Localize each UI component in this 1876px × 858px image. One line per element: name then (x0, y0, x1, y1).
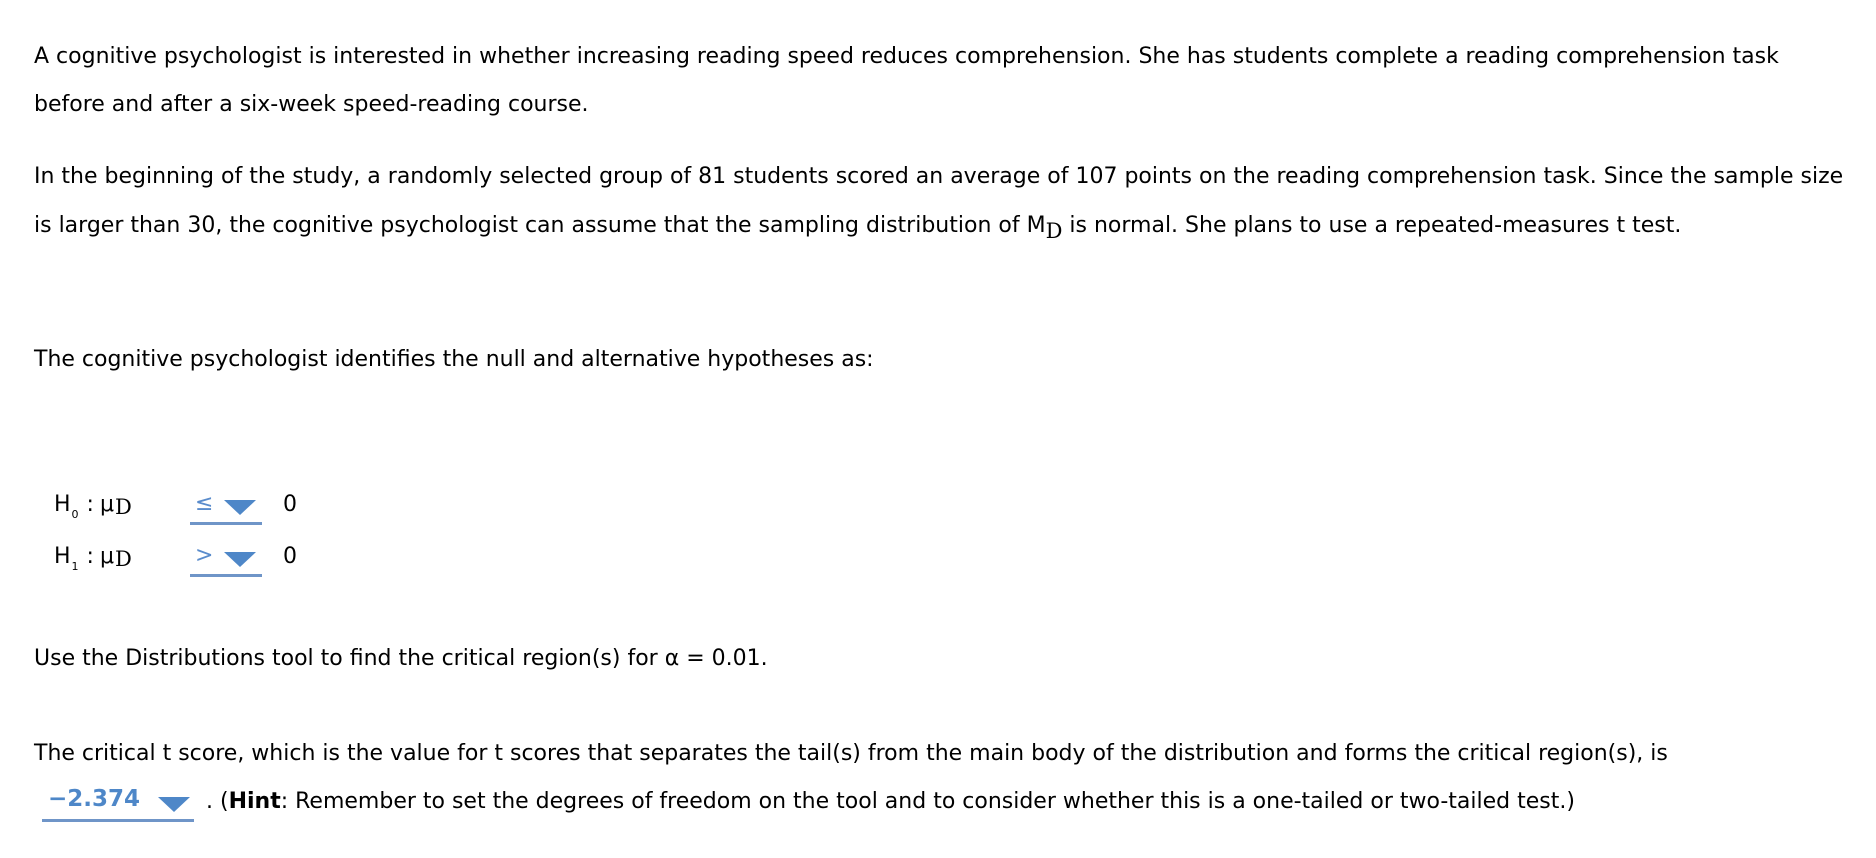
null-hypothesis-operator-dropdown[interactable] (190, 488, 262, 525)
intro-paragraph: A cognitive psychologist is interested in whether increasing reading speed reduces comprehension. She has students complete a reading comprehension task before and after a six-week speed-reading course. (34, 44, 1779, 117)
h1-colon: : (86, 544, 94, 569)
distributions-tool-instruction: Use the Distributions tool to find the critical region(s) for α = 0.01. (34, 646, 768, 671)
h0-letter: H (54, 492, 71, 517)
alternative-hypothesis-label (54, 544, 132, 573)
critical-t-score-dropdown[interactable] (42, 783, 194, 822)
null-hypothesis-row (54, 488, 454, 528)
h0-mu: μ (99, 492, 114, 517)
alternative-hypothesis-row (54, 540, 454, 580)
study-description-text-a: In the beginning of the study, a randomly selected group of 81 students scored an average of 107 points on the reading comprehension task. Since the sample size is larger than 30, the cognitive psychologist can assume that the sampling distribution of M (34, 164, 1844, 238)
h1-mu: μ (99, 544, 114, 569)
critical-t-score-value: −2.374 (48, 786, 141, 812)
h0-colon: : (86, 492, 94, 517)
md-subscript: D (1045, 219, 1063, 243)
chevron-down-icon (224, 552, 256, 567)
null-hypothesis-value: 0 (283, 492, 297, 517)
alternative-hypothesis-operator-dropdown[interactable] (190, 540, 262, 577)
hypotheses-intro: The cognitive psychologist identifies the null and alternative hypotheses as: (34, 347, 874, 372)
null-hypothesis-operator-value: ≤ (195, 491, 214, 516)
hint-label: Hint (228, 789, 281, 814)
chevron-down-icon (158, 797, 190, 812)
hint-body: : Remember to set the degrees of freedom on the tool and to consider whether this is a one-tailed or two-tailed test.) (280, 789, 1575, 814)
critical-score-paragraph: The critical t score, which is the value for t scores that separates the tail(s) from the main body of the distribution and forms the critical region(s), is (34, 741, 1668, 766)
alternative-hypothesis-operator-value: > (195, 543, 214, 568)
h1-mu-sub: D (114, 547, 132, 571)
null-hypothesis-label (54, 492, 132, 521)
h1-index: 1 (71, 560, 79, 573)
study-description-paragraph (34, 153, 1844, 250)
hint-text (206, 778, 1575, 826)
h0-index: 0 (71, 508, 79, 521)
h0-mu-sub: D (114, 495, 132, 519)
hint-separator: . ( (206, 789, 229, 814)
study-description-text-b: is normal. She plans to use a repeated-measures t test. (1062, 213, 1682, 238)
h1-letter: H (54, 544, 71, 569)
alternative-hypothesis-value: 0 (283, 544, 297, 569)
chevron-down-icon (224, 500, 256, 515)
